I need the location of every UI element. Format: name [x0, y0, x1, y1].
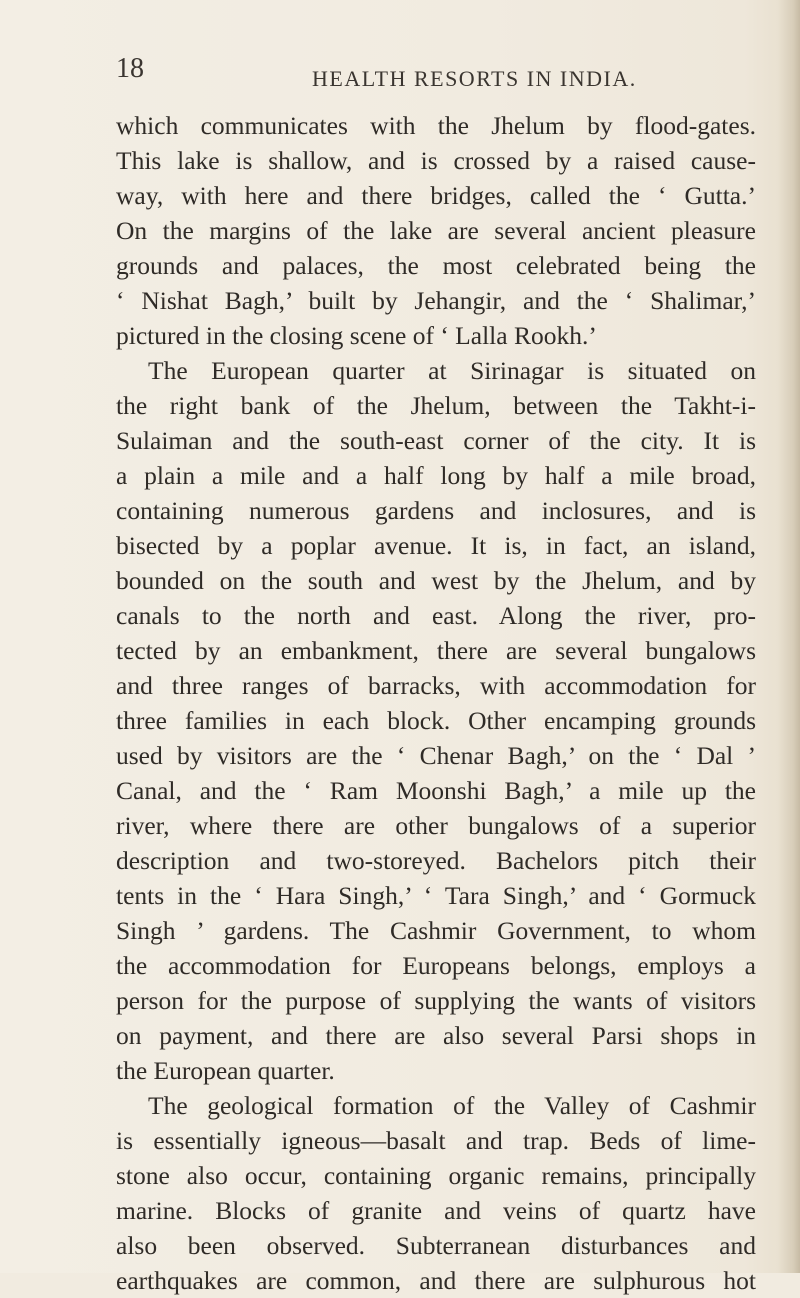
text-line: river, where there are other bungalows of a superior [116, 811, 756, 840]
text-line: marine. Blocks of granite and veins of quartz have [116, 1196, 756, 1225]
page-edge-shadow [778, 0, 800, 1273]
text-line: person for the purpose of supplying the wants of visitors [116, 986, 756, 1015]
text-line: canals to the north and east. Along the river, pro- [116, 601, 756, 630]
text-line: On the margins of the lake are several ancient pleasure [116, 216, 756, 245]
text-line: which communicates with the Jhelum by flood-gates. [116, 111, 756, 140]
text-line: The European quarter at Sirinagar is situated on [148, 356, 756, 385]
text-line: a plain a mile and a half long by half a mile broad, [116, 461, 756, 490]
text-line: Sulaiman and the south-east corner of the city. It is [116, 426, 756, 455]
text-line: bisected by a poplar avenue. It is, in fact, an island, [116, 531, 756, 560]
page-number: 18 [116, 53, 144, 84]
text-line: tected by an embankment, there are several bungalows [116, 636, 756, 665]
text-line: description and two-storeyed. Bachelors pitch their [116, 846, 756, 875]
text-line: on payment, and there are also several Parsi shops in [116, 1021, 756, 1050]
text-line: the European quarter. [116, 1056, 335, 1085]
text-line: Canal, and the ‘ Ram Moonshi Bagh,’ a mile up the [116, 776, 756, 805]
text-line: and three ranges of barracks, with accommodation for [116, 671, 756, 700]
text-line: grounds and palaces, the most celebrated being the [116, 251, 756, 280]
text-line: three families in each block. Other encamping grounds [116, 706, 756, 735]
text-line: containing numerous gardens and inclosures, and is [116, 496, 756, 525]
body-text [116, 108, 756, 1298]
text-line: used by visitors are the ‘ Chenar Bagh,’ on the ‘ Dal ’ [116, 741, 756, 770]
text-line: pictured in the closing scene of ‘ Lalla Rookh.’ [116, 321, 597, 350]
text-line: tents in the ‘ Hara Singh,’ ‘ Tara Singh,’ and ‘ Gormuck [116, 881, 756, 910]
running-head: HEALTH RESORTS IN INDIA. [312, 66, 637, 91]
text-line: This lake is shallow, and is crossed by a raised cause- [116, 146, 756, 175]
text-line: also been observed. Subterranean disturbances and [116, 1231, 756, 1260]
text-line: earthquakes are common, and there are sulphurous hot [116, 1266, 756, 1295]
text-line: the right bank of the Jhelum, between the Takht-i- [116, 391, 756, 420]
text-line: stone also occur, containing organic remains, principally [116, 1161, 756, 1190]
text-line: ‘ Nishat Bagh,’ built by Jehangir, and the ‘ Shalimar,’ [116, 286, 756, 315]
text-line: way, with here and there bridges, called the ‘ Gutta.’ [116, 181, 756, 210]
text-line: Singh ’ gardens. The Cashmir Government, to whom [116, 916, 756, 945]
text-line: is essentially igneous—basalt and trap. Beds of lime- [116, 1126, 756, 1155]
text-line: the accommodation for Europeans belongs, employs a [116, 951, 756, 980]
text-line: bounded on the south and west by the Jhelum, and by [116, 566, 756, 595]
text-line: The geological formation of the Valley of Cashmir [148, 1091, 756, 1120]
